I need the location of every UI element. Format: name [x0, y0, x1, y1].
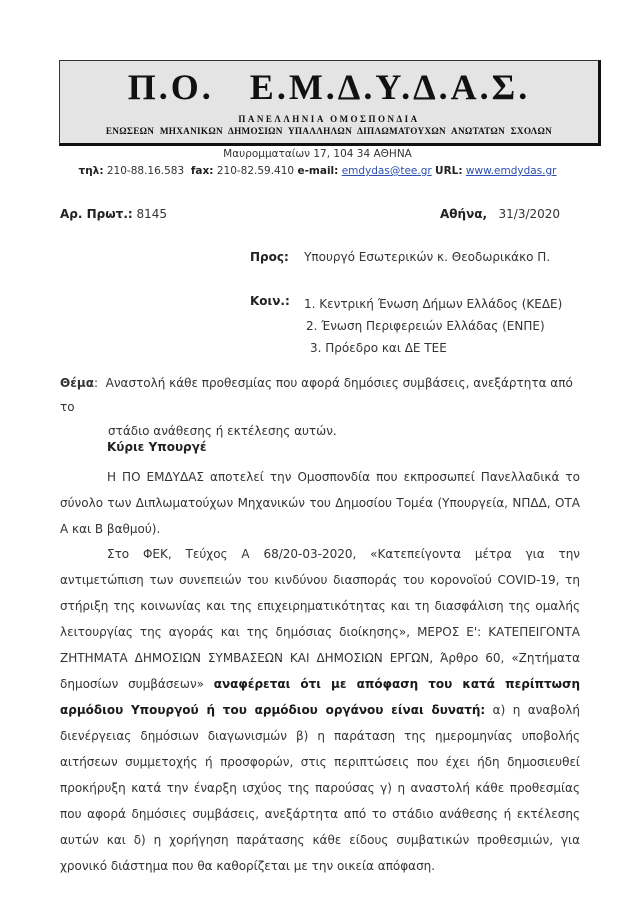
organization-subtitle: ΠΑΝΕΛΛΗΝΙΑ ΟΜΟΣΠΟΝΔΙΑ [238, 114, 420, 124]
phone-label: τηλ: [78, 165, 104, 177]
subject-label: Θέμα [60, 376, 94, 390]
url-label: URL: [435, 165, 463, 177]
paragraph-2-intro: Στο ΦΕΚ, Τεύχος Α 68/20-03-2020, «Κατεπείγοντα μέτρα για την αντιμετώπιση των συνεπειών του κινδύνου διασποράς του κορονοϊού COVID-19, τη στήριξη της κοινωνίας και της επιχειρηματικότητας και τη διασφάλιση της ομαλής λειτουργίας της αγοράς και της δημόσιας διοίκησης», ΜΕΡΟΣ Ε': ΚΑΤΕΠΕΙΓΟΝΤΑ ΖΗΤΗΜΑΤΑ ΔΗΜΟΣΙΩΝ ΣΥΜΒΑΣΕΩΝ ΚΑΙ ΔΗΜΟΣΙΩΝ ΕΡΓΩΝ, Άρθρο 60, «Ζητήματα δημοσίων συμβάσεων» [60, 547, 580, 691]
protocol-number-line [60, 206, 167, 222]
cc-item: 2. Ένωση Περιφερειών Ελλάδας (ΕΝΠΕ) [306, 319, 545, 333]
organization-full-name: ΕΝΩΣΕΩΝ ΜΗΧΑΝΙΚΩΝ ΔΗΜΟΣΙΩΝ ΥΠΑΛΛΗΛΩΝ ΔΙΠΛΩΜΑΤΟΥΧΩΝ ΑΝΩΤΑΤΩΝ ΣΧΟΛΩΝ [105, 126, 553, 136]
protocol-number: 8145 [136, 207, 168, 221]
contact-address: Μαυρομματαίων 17, 104 34 ΑΘΗΝΑ [223, 148, 412, 160]
letter-date: 31/3/2020 [498, 207, 561, 221]
email-label: e-mail: [297, 165, 339, 177]
body-paragraph-2 [60, 541, 580, 879]
recipient-line [250, 249, 550, 265]
cc-list [304, 293, 562, 359]
cc-item: 1. Κεντρική Ένωση Δήμων Ελλάδος (ΚΕΔΕ) [304, 297, 563, 311]
salutation: Κύριε Υπουργέ [107, 440, 207, 454]
paragraph-2-list: α) η αναβολή διενέργειας δημόσιων διαγωνισμών β) η παράταση της ημερομηνίας υποβολής αιτήσεων συμμετοχής ή προσφορών, στις περιπτώσεις που έχει ήδη δημοσιευθεί προκήρυξη κατά την έναρξη ισχύος της παρούσας γ) η αναστολή κάθε προθεσμίας που αφορά δημόσιες συμβάσεις, ανεξάρτητα από το στάδιο ανάθεσης ή εκτέλεσης αυτών και δ) η χορήγηση παράτασης κάθε είδους συμβατικών προθεσμιών, για χρονικό διάστημα που θα καθορίζεται με την οικεία απόφαση. [60, 703, 580, 873]
organization-title: Π.Ο. Ε.Μ.Δ.Υ.Δ.Α.Σ. [127, 67, 531, 107]
to-label: Προς: [250, 250, 289, 264]
fax-label: fax: [190, 165, 214, 177]
body-paragraph-1: Η ΠΟ ΕΜΔΥΔΑΣ αποτελεί την Ομοσπονδία που εκπροσωπεί Πανελλαδικά το σύνολο των Διπλωματούχων Μηχανικών του Δημοσίου Τομέα (Υπουργεία, ΝΠΔΔ, ΟΤΑ Α και Β βαθμού). [60, 470, 580, 536]
subject-block: Θέμα: Αναστολή κάθε προθεσμίας που αφορά δημόσιες συμβάσεις, ανεξάρτητα από το στάδιο ανάθεσης ή εκτέλεσης αυτών. [60, 371, 580, 443]
subject-text-line2: στάδιο ανάθεσης ή εκτέλεσης αυτών. [108, 424, 337, 438]
letterhead [59, 60, 601, 146]
subject-text-line1: Αναστολή κάθε προθεσμίας που αφορά δημόσιες συμβάσεις, ανεξάρτητα από το [60, 376, 573, 414]
recipient-name: Υπουργό Εσωτερικών κ. Θεοδωρικάκο Π. [304, 250, 551, 264]
cc-label: Κοιν.: [250, 294, 290, 308]
website-link[interactable]: www.emdydas.gr [465, 165, 557, 177]
cc-label-wrap [250, 293, 290, 309]
date-line [440, 206, 560, 222]
phone-number: 210-88.16.583 [106, 165, 185, 177]
email-link[interactable]: emdydas@tee.gr [341, 165, 432, 177]
cc-item: 3. Πρόεδρο και ΔΕ ΤΕΕ [310, 341, 447, 355]
fax-number: 210-82.59.410 [216, 165, 295, 177]
protocol-label: Αρ. Πρωτ.: [60, 207, 133, 221]
place-label: Αθήνα, [440, 207, 488, 221]
paragraph-2-emphasis: αναφέρεται ότι με απόφαση του κατά περίπτωση αρμόδιου Υπουργού ή του αρμόδιου οργάνου είναι δυνατή: [60, 677, 580, 717]
contact-line [0, 165, 635, 177]
